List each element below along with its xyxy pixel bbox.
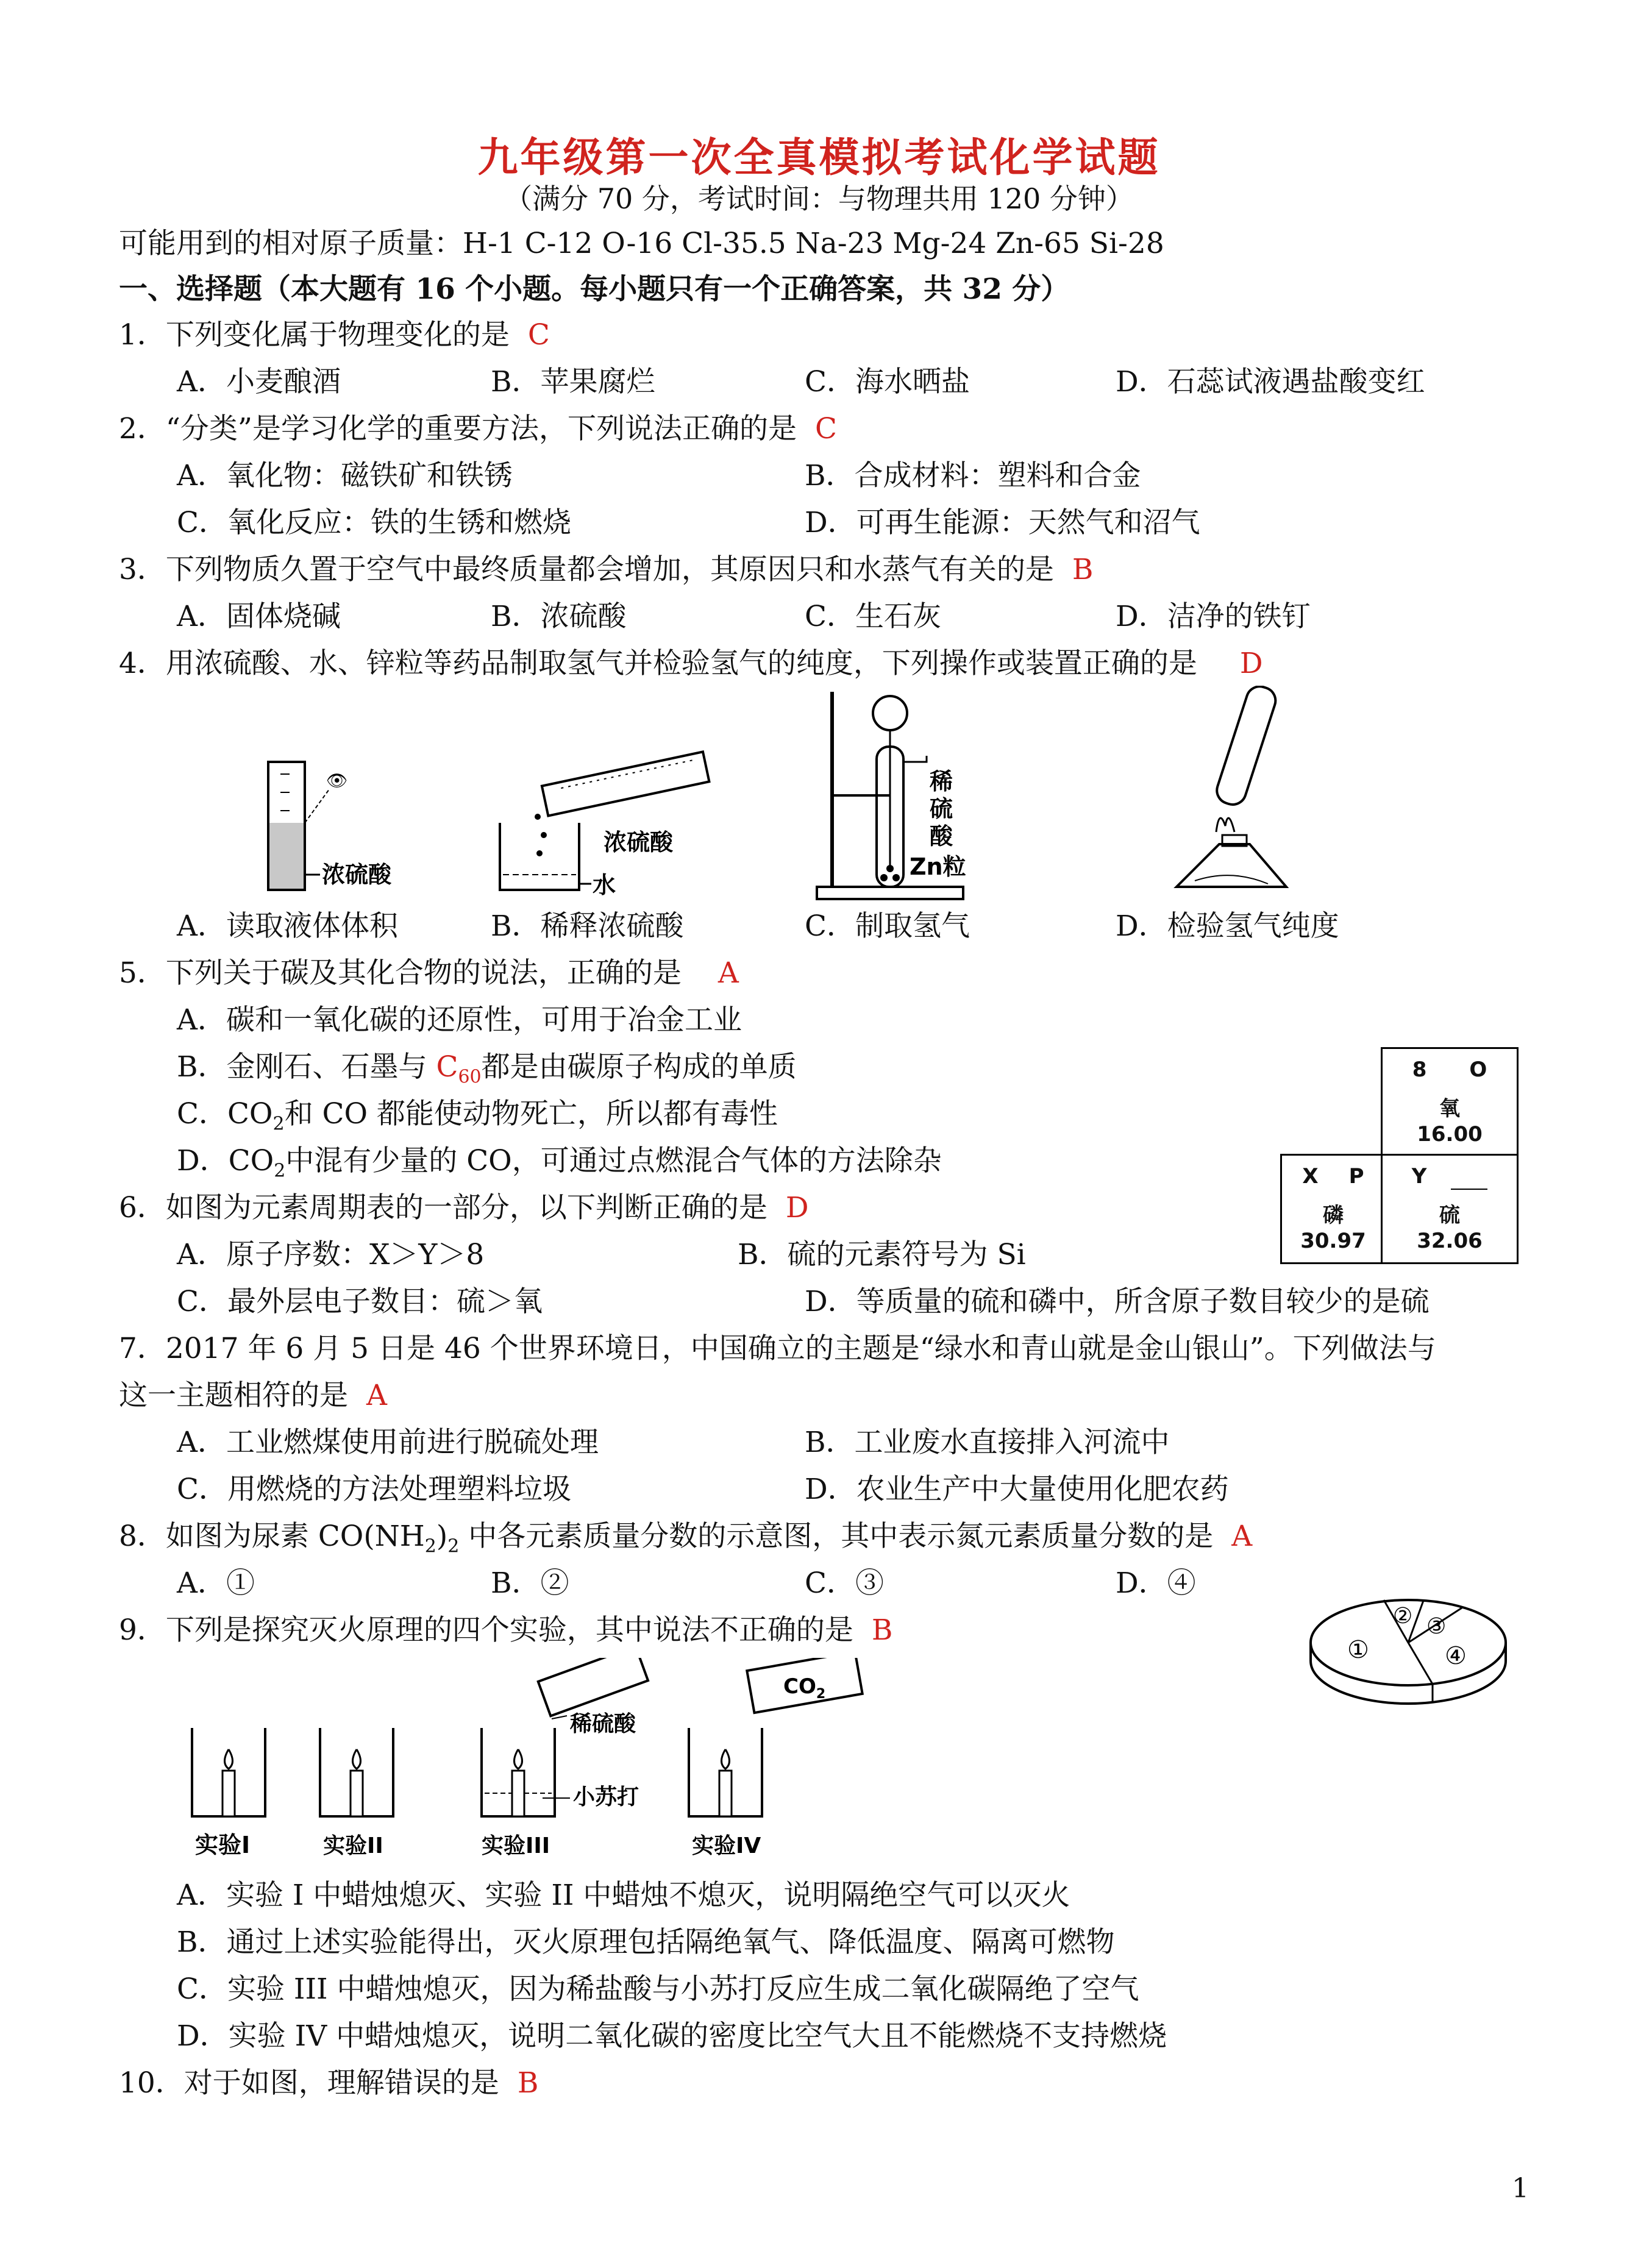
q7-option-a: A．工业燃煤使用前进行脱硫处理 [177,1426,599,1459]
question-4-stem: 4．用浓硫酸、水、锌粒等药品制取氢气并检验氢气的纯度，下列操作或装置正确的是 D [119,647,1263,680]
exp1-label: 实验I [195,1832,251,1858]
experiment-1-beaker [192,1728,265,1816]
figure-test-purity [1158,686,1305,902]
q9-option-c: C．实验 III 中蜡烛熄灭，因为稀盐酸与小苏打反应生成二氧化碳隔绝了空气 [177,1972,1139,2006]
question-10-stem: 10．对于如图，理解错误的是 B [119,2066,539,2100]
figure-make-hydrogen [805,686,1006,902]
exp2-label: 实验II [323,1833,383,1858]
question-6-stem: 6．如图为元素周期表的一部分，以下判断正确的是 D [119,1191,809,1225]
pie-label-3: ③ [1426,1614,1447,1639]
answer-1: C [527,318,550,352]
q3-option-b: B．浓硫酸 [491,600,627,633]
experiment-4-beaker [689,1658,863,1816]
periodic-cell-phosphorus: X P 磷 30.97 [1280,1154,1386,1264]
experiment-2-beaker [320,1728,393,1816]
page-title: 九年级第一次全真模拟考试化学试题 [477,133,1161,181]
q1-option-d: D．石蕊试液遇盐酸变红 [1116,365,1425,399]
pie-label-4: ④ [1445,1642,1467,1670]
answer-2: C [814,412,837,446]
q2-option-a: A．氧化物：磁铁矿和铁锈 [177,459,513,492]
question-2-stem: 2．“分类”是学习化学的重要方法，下列说法正确的是 C [119,412,837,446]
acid-label: 稀硫酸 [570,1712,636,1737]
q5-option-b: B．金刚石、石墨与 $C_{60}$都是由碳原子构成的单质 [177,1050,797,1088]
q3-option-d: D．洁净的铁钉 [1116,600,1311,633]
fig-c-label-2: 硫 [930,795,953,822]
page-number: 1 [1512,2173,1529,2204]
q1-option-a: A．小麦酿酒 [177,365,341,399]
answer-7: A [366,1379,387,1412]
q4-option-c: C．制取氢气 [805,909,970,943]
q3-option-a: A．固体烧碱 [177,600,341,633]
q8-option-b: B．② [491,1566,569,1600]
pie-label-1: ① [1347,1636,1369,1664]
periodic-cell-oxygen: 8 O 氧 16.00 [1381,1047,1519,1157]
q4-option-a: A．读取液体体积 [177,909,398,943]
q8-option-c: C．③ [805,1566,884,1600]
fig-b-water-label: 水 [593,872,616,898]
q5-option-c: C．$CO_2$和 CO 都能使动物死亡，所以都有毒性 [177,1097,778,1135]
co2-label: $CO_2$ [783,1674,826,1702]
q6-option-c: C．最外层电子数目：硫＞氧 [177,1285,543,1318]
question-3-stem: 3．下列物质久置于空气中最终质量都会增加，其原因只和水蒸气有关的是 B [119,553,1094,586]
q1-option-c: C．海水晒盐 [805,365,970,399]
exp3-label: 实验III [482,1833,550,1858]
q8-option-a: A．① [177,1566,255,1600]
answer-9: B [871,1613,893,1647]
figure-fire-experiments [183,1658,945,1865]
q9-option-d: D．实验 IV 中蜡烛熄灭，说明二氧化碳的密度比空气大且不能燃烧不支持燃烧 [177,2019,1167,2053]
q7-option-c: C．用燃烧的方法处理塑料垃圾 [177,1473,571,1506]
answer-8: A [1231,1520,1253,1553]
question-8-stem: 8．如图为尿素 $CO(NH_2)_2$ 中各元素质量分数的示意图，其中表示氮元素质量分数的是 A [119,1520,1253,1557]
q8-option-d: D．④ [1116,1566,1196,1600]
q9-option-b: B．通过上述实验能得出，灭火原理包括隔绝氧气、降低温度、隔离可燃物 [177,1925,1115,1959]
q1-option-b: B．苹果腐烂 [491,365,655,399]
fig-c-label-3: 酸 [930,823,953,850]
answer-4: D [1239,647,1263,680]
q2-option-d: D．可再生能源：天然气和沼气 [805,506,1200,539]
question-7-stem-1: 7．2017 年 6 月 5 日是 46 个世界环境日，中国确立的主题是“绿水和青山就是金山银山”。下列做法与 [119,1332,1436,1365]
question-9-stem: 9．下列是探究灭火原理的四个实验，其中说法不正确的是 B [119,1613,893,1647]
answer-10: B [517,2066,539,2100]
q2-option-b: B．合成材料：塑料和合金 [805,459,1141,492]
question-5-stem: 5．下列关于碳及其化合物的说法，正确的是 A [119,956,739,990]
exp4-label: 实验IV [692,1833,761,1858]
q5-option-d: D．$CO_2$中混有少量的 CO，可通过点燃混合气体的方法除杂 [177,1144,942,1182]
answer-3: B [1072,553,1094,586]
q7-option-d: D．农业生产中大量使用化肥农药 [805,1473,1229,1506]
question-7-stem-2: 这一主题相符的是 A [119,1379,387,1412]
q3-option-c: C．生石灰 [805,600,941,633]
fig-b-acid-label: 浓硫酸 [604,829,674,856]
svg-text:👁: 👁 [326,770,348,791]
figure-dilute-acid [488,744,719,902]
baking-soda-label: 小苏打 [573,1785,639,1810]
pie-label-2: ② [1393,1604,1413,1629]
fig-c-label-4: Zn粒 [910,853,966,880]
fig-a-label: 浓硫酸 [322,861,392,888]
figure-read-volume [244,756,439,902]
atomic-mass-line: 可能用到的相对原子质量：H-1 C-12 O-16 Cl-35.5 Na-23 Mg-24 Zn-65 Si-28 [119,227,1164,260]
q5-option-a: A．碳和一氧化碳的还原性，可用于冶金工业 [177,1003,742,1037]
q6-option-a: A．原子序数：X＞Y＞8 [177,1238,485,1271]
section-heading: 一、选择题（本大题有 16 个小题。每小题只有一个正确答案，共 32 分） [119,272,1070,306]
answer-5: A [718,956,739,990]
exam-info: （满分 70 分，考试时间：与物理共用 120 分钟） [504,182,1134,215]
q4-option-d: D．检验氢气纯度 [1116,909,1339,943]
question-1-stem: 1．下列变化属于物理变化的是 C [119,318,550,352]
figure-urea-pie [1305,1588,1512,1716]
q2-option-c: C．氧化反应：铁的生锈和燃烧 [177,506,571,539]
answer-6: D [785,1191,809,1225]
q6-option-d: D．等质量的硫和磷中，所含原子数目较少的是硫 [805,1285,1430,1318]
q9-option-a: A．实验 I 中蜡烛熄灭、实验 II 中蜡烛不熄灭，说明隔绝空气可以灭火 [177,1879,1070,1912]
q6-option-b: B．硫的元素符号为 Si [738,1238,1026,1271]
periodic-cell-sulfur: Y 硫 32.06 [1381,1154,1519,1264]
q4-option-b: B．稀释浓硫酸 [491,909,684,943]
fig-c-label-1: 稀 [930,768,953,795]
q7-option-b: B．工业废水直接排入河流中 [805,1426,1170,1459]
